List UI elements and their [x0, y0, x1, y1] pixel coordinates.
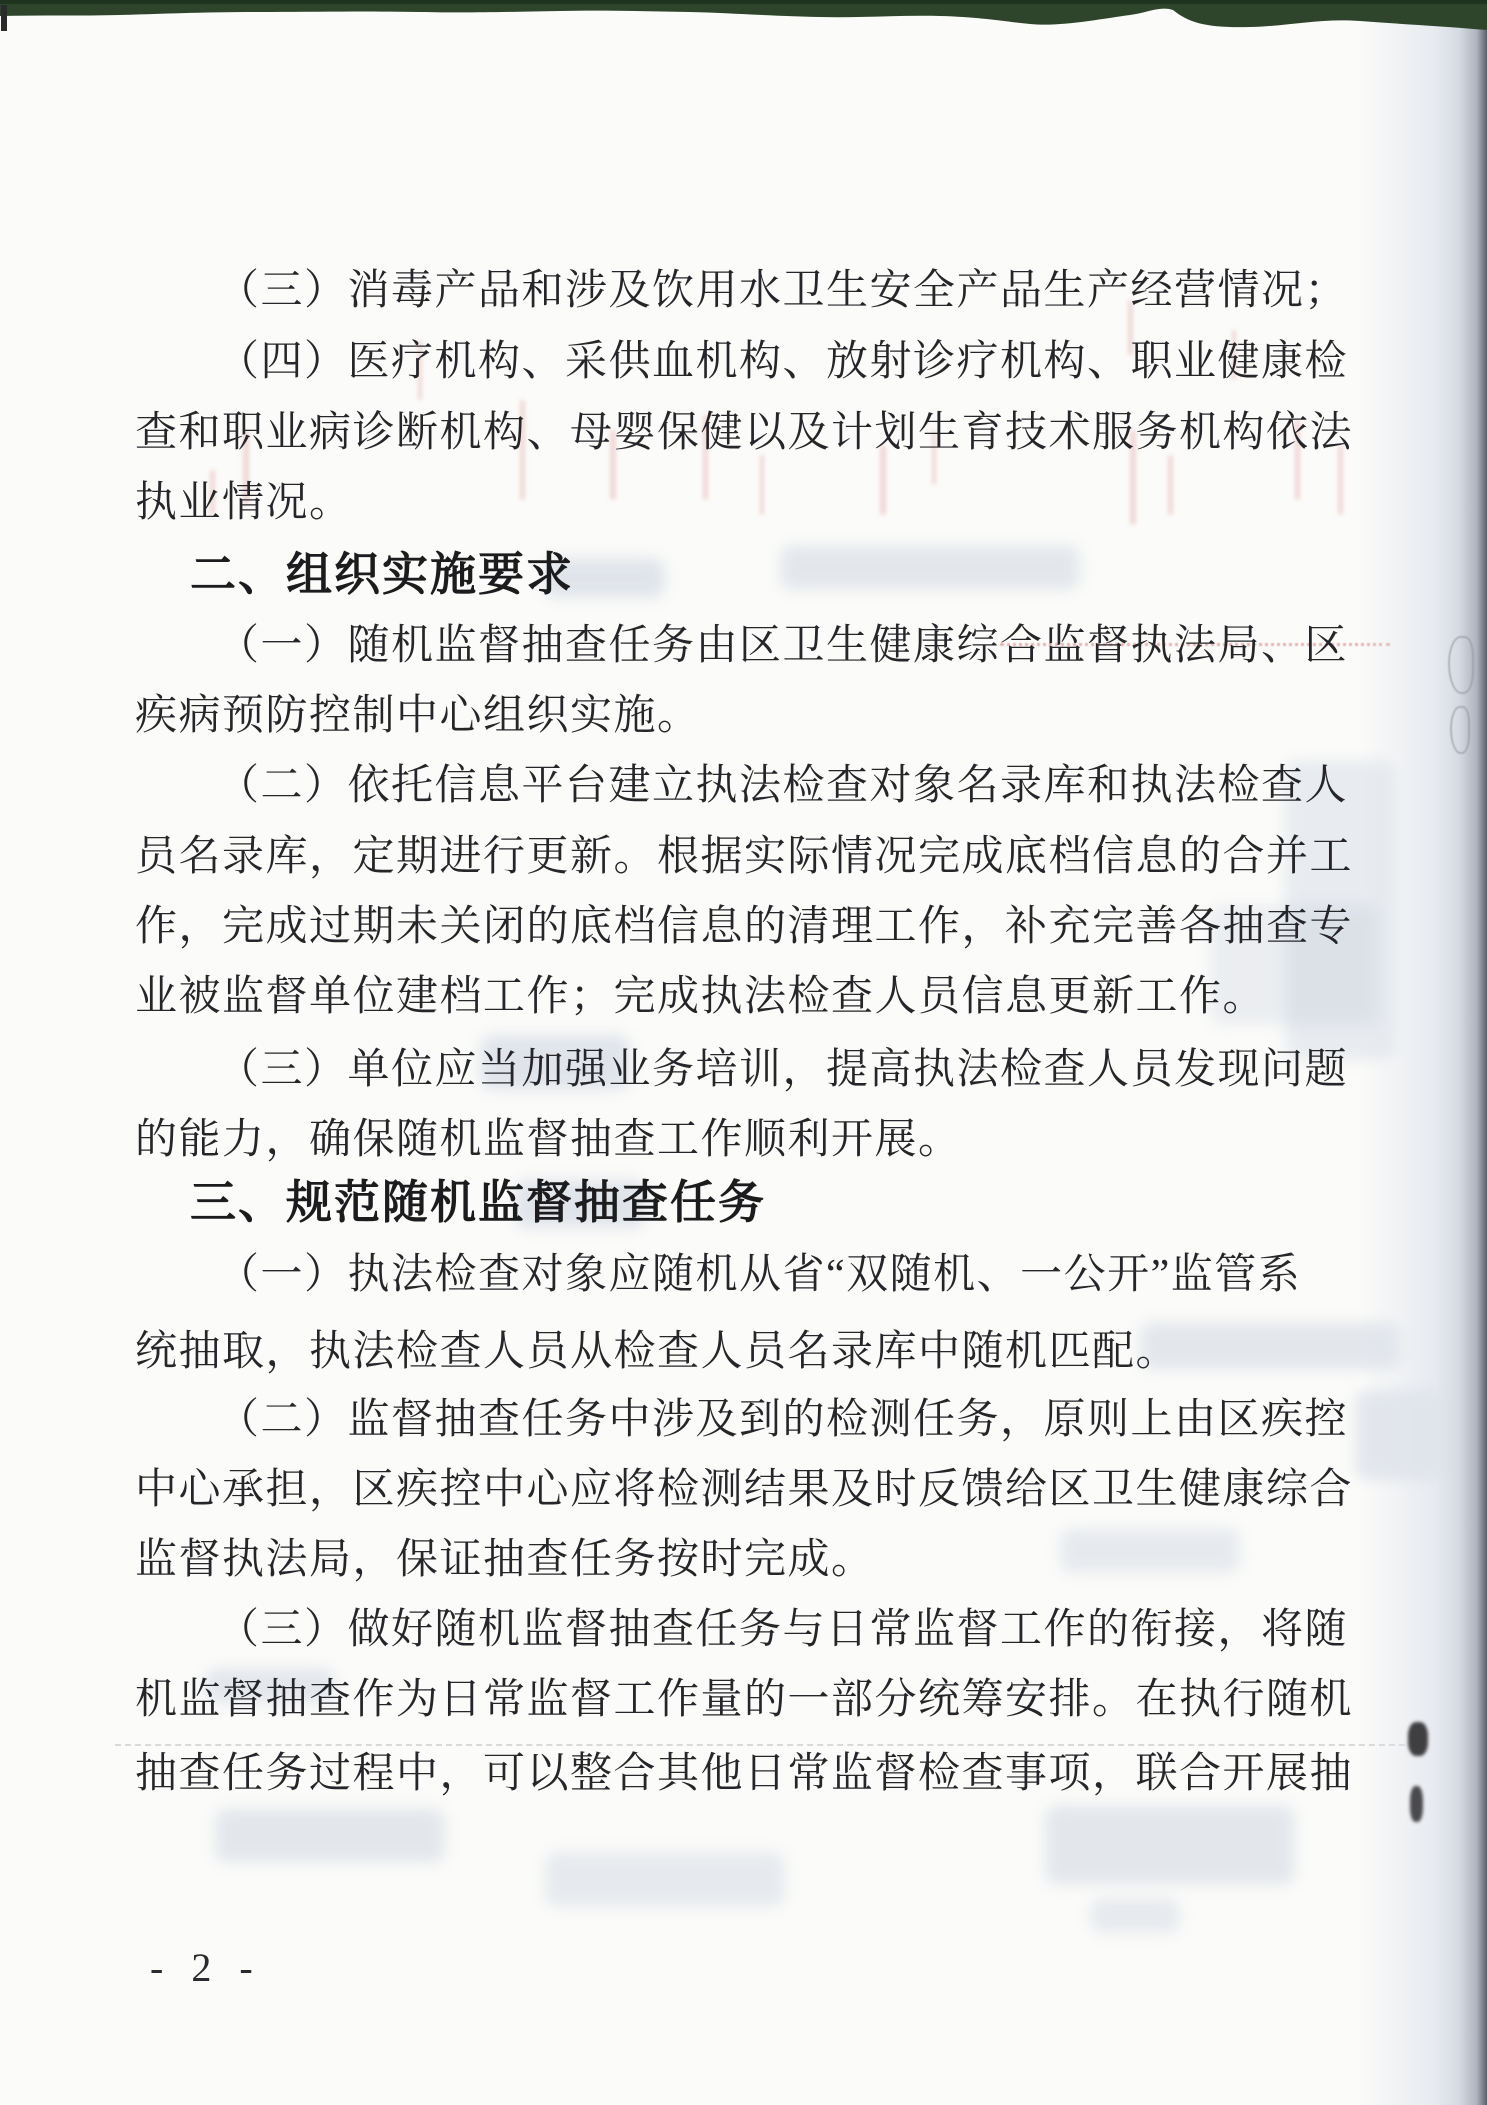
- document-line: 抽查任务过程中，可以整合其他日常监督检查事项，联合开展抽: [135, 1751, 1354, 1797]
- ink-speck: [1410, 1786, 1423, 1822]
- pen-scribble: [1450, 706, 1470, 754]
- bleed-smudge: [1090, 1898, 1180, 1933]
- ink-speck: [1408, 1722, 1428, 1756]
- document-line: 机监督抽查作为日常监督工作量的一部分统筹安排。在执行随机: [135, 1677, 1354, 1723]
- document-line: 的能力，确保随机监督抽查工作顺利开展。: [135, 1117, 962, 1163]
- document-line: 员名录库，定期进行更新。根据实际情况完成底档信息的合并工: [135, 834, 1354, 880]
- section-heading: 二、组织实施要求: [190, 548, 574, 600]
- document-line: （四）医疗机构、采供血机构、放射诊疗机构、职业健康检: [217, 339, 1349, 385]
- document-line: 执业情况。: [135, 480, 353, 526]
- document-line: （三）单位应当加强业务培训，提高执法检查人员发现问题: [217, 1047, 1349, 1093]
- section-heading: 三、规范随机监督抽查任务: [190, 1176, 766, 1228]
- document-line: 业被监督单位建档工作；完成执法检查人员信息更新工作。: [135, 974, 1267, 1020]
- document-line: （三）做好随机监督抽查任务与日常监督工作的衔接，将随: [217, 1607, 1349, 1653]
- document-line: （一）随机监督抽查任务由区卫生健康综合监督执法局、区: [217, 623, 1349, 669]
- document-line: 中心承担，区疾控中心应将检测结果及时反馈给区卫生健康综合: [135, 1467, 1354, 1513]
- document-line: 疾病预防控制中心组织实施。: [135, 693, 701, 739]
- document-line: （三）消毒产品和涉及饮用水卫生安全产品生产经营情况；: [217, 268, 1349, 314]
- scan-corner-tick: [1, 5, 7, 31]
- bleed-smudge: [545, 1852, 785, 1907]
- document-line: 查和职业病诊断机构、母婴保健以及计划生育技术服务机构依法: [135, 410, 1354, 456]
- document-line: （二）监督抽查任务中涉及到的检测任务，原则上由区疾控: [217, 1397, 1349, 1443]
- bleed-smudge: [1045, 1805, 1295, 1885]
- scanner-top-band: [0, 0, 1487, 34]
- scan-line-artifact: [115, 1744, 1405, 1746]
- document-line: 统抽取，执法检查人员从检查人员名录库中随机匹配。: [135, 1329, 1180, 1375]
- document-line: 监督执法局，保证抽查任务按时完成。: [135, 1537, 875, 1583]
- page-number: - 2 -: [150, 1945, 262, 1990]
- document-line: （二）依托信息平台建立执法检查对象名录库和执法检查人: [217, 763, 1349, 809]
- document-line: （一）执法检查对象应随机从省“双随机、一公开”监管系: [217, 1252, 1302, 1298]
- bleed-smudge: [215, 1808, 445, 1863]
- document-line: 作，完成过期未关闭的底档信息的清理工作，补充完善各抽查专: [135, 904, 1354, 950]
